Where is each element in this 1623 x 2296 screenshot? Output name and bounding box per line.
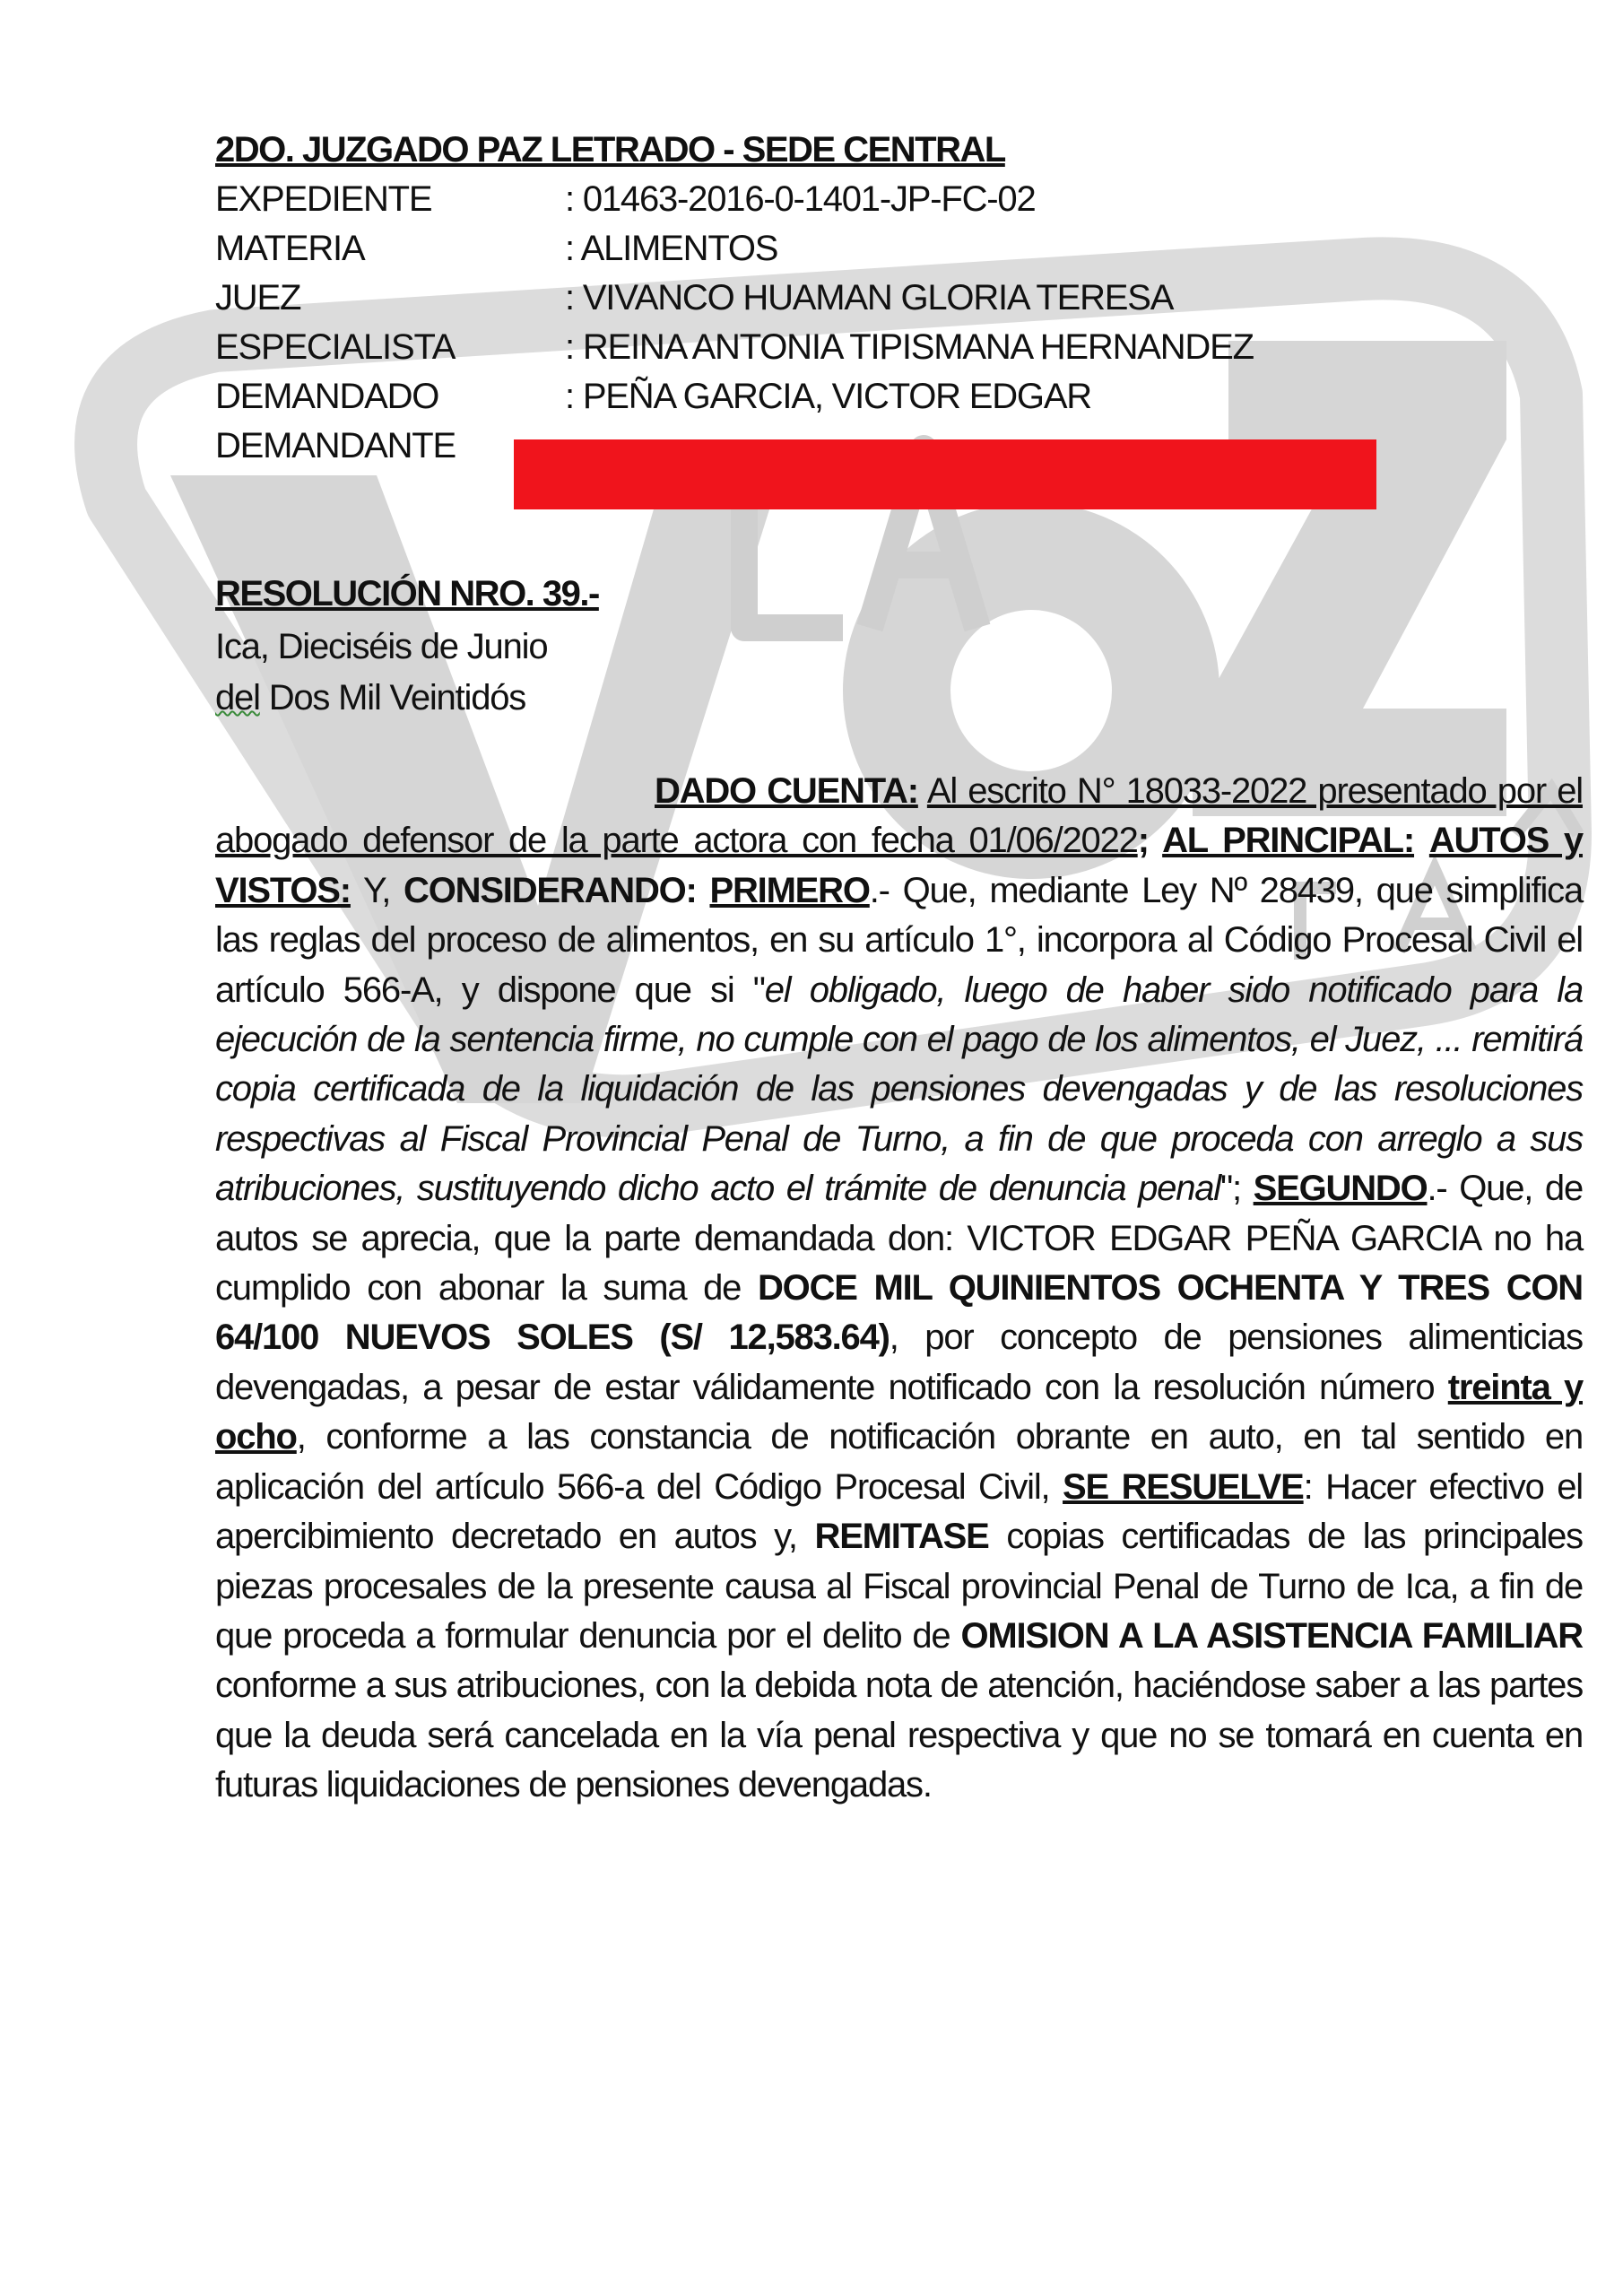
body-text: .- Que, de autos se aprecia, que la parte demandada don: VICTOR EDGAR PEÑA GARCIA no ha cumplido con abonar la suma de — [215, 1169, 1584, 1309]
body-text: conforme a sus atribuciones, con la debida nota de atención, haciéndose saber a las partes que la deuda será cancelada en la vía penal respectiva y que no se tomará en cuenta en futuras liquidaciones de pensiones devengadas. — [215, 1665, 1583, 1805]
header-row-materia — [215, 224, 1583, 274]
header-row-especialista — [215, 323, 1583, 372]
header-label: EXPEDIENTE — [215, 179, 432, 219]
remitase-label: REMITASE — [814, 1517, 989, 1557]
se-resuelve-label: SE RESUELVE — [1063, 1466, 1304, 1507]
court-name-heading: 2DO. JUZGADO PAZ LETRADO - SEDE CENTRAL — [215, 130, 1005, 170]
resolution-number-title: RESOLUCIÓN NRO. 39.- — [215, 574, 599, 613]
body-text: , por concepto de pensiones alimenticias devengadas, a pesar de estar válidamente notificado con la resolución número — [215, 1318, 1583, 1407]
resolution-number-reference: treinta y ocho — [215, 1367, 1583, 1457]
header-label: DEMANDANTE — [215, 426, 456, 465]
header-value: : 01463-2016-0-1401-JP-FC-02 — [565, 179, 1036, 219]
resolution-date-rest: Dos Mil Veintidós — [259, 678, 526, 718]
header-row-demandado — [215, 372, 1583, 422]
offense-name: OMISION A LA ASISTENCIA FAMILIAR — [960, 1615, 1583, 1656]
spellcheck-flagged-word: del — [215, 678, 260, 718]
autos-y-vistos-label: AUTOS y VISTOS: — [215, 821, 1583, 910]
al-principal-label: AL PRINCIPAL: — [1162, 821, 1415, 861]
header-label: DEMANDADO — [215, 377, 439, 416]
resolution-date-line-2 — [215, 673, 547, 724]
resolution-date — [215, 622, 547, 724]
body-text: Y, — [350, 870, 404, 910]
header-row-juez — [215, 274, 1583, 323]
header-label: ESPECIALISTA — [215, 327, 456, 367]
debt-amount: DOCE MIL QUINIENTOS OCHENTA Y TRES CON 64/100 NUEVOS SOLES (S/ 12,583.64) — [215, 1268, 1583, 1358]
court-resolution-document — [215, 126, 1584, 1805]
header-value: : VIVANCO HUAMAN GLORIA TERESA — [565, 278, 1174, 317]
body-text: "; — [1219, 1169, 1254, 1209]
body-text — [697, 871, 710, 910]
law-quote: el obligado, luego de haber sido notificado para la ejecución de la sentencia firme, no cumple con el pago de los alimentos, el Juez, ... remitirá copia certificada de la liquidación de las pensiones devengadas y de las resoluciones respectivas al Fiscal Provincial Penal de Turno, a fin de que proceda con arreglo a sus atribuciones, sustituyendo dicho acto el trámite de denuncia penal — [215, 970, 1583, 1209]
resolution-body — [215, 767, 1583, 1811]
body-text: copias certificadas de las principales piezas procesales de la presente causa al Fiscal provincial Penal de Turno de Ica, a fin de que proceda a formular denuncia por el delito de — [215, 1517, 1583, 1656]
body-text — [918, 771, 927, 811]
body-text: : Hacer efectivo el apercibimiento decretado en autos y, — [215, 1466, 1583, 1557]
resolution-date-line-1: Ica, Dieciséis de Junio — [215, 627, 548, 666]
escrito-reference: Al escrito N° 18033-2022 presentado por el abogado defensor de la parte actora con fecha 01/06/2022 — [215, 771, 1583, 861]
dado-cuenta-label: DADO CUENTA: — [655, 771, 918, 811]
header-row-expediente — [215, 175, 1583, 224]
primero-label: PRIMERO — [709, 870, 870, 910]
header-value: : PEÑA GARCIA, VICTOR EDGAR — [565, 377, 1091, 416]
considerando-label: CONSIDERANDO: — [404, 870, 697, 910]
body-text: ; — [1137, 821, 1163, 861]
header-value: : ALIMENTOS — [565, 229, 778, 268]
resolution-body-paragraph — [215, 767, 1583, 1811]
body-text: , conforme a las constancia de notificación obrante en auto, en tal sentido en aplicación del artículo 566-a del Código Procesal Civil, — [215, 1417, 1583, 1507]
header-label: JUEZ — [215, 278, 301, 317]
segundo-label: SEGUNDO — [1253, 1169, 1428, 1209]
body-text — [1414, 821, 1429, 860]
body-text: .- Que, mediante Ley Nº 28439, que simplifica las reglas del proceso de alimentos, en su artículo 1°, incorpora al Código Procesal Civil el artículo 566-A, y dispone que si " — [215, 870, 1584, 1010]
header-label: MATERIA — [215, 229, 365, 268]
redaction-bar — [514, 439, 1376, 509]
header-value: : REINA ANTONIA TIPISMANA HERNANDEZ — [565, 327, 1254, 367]
